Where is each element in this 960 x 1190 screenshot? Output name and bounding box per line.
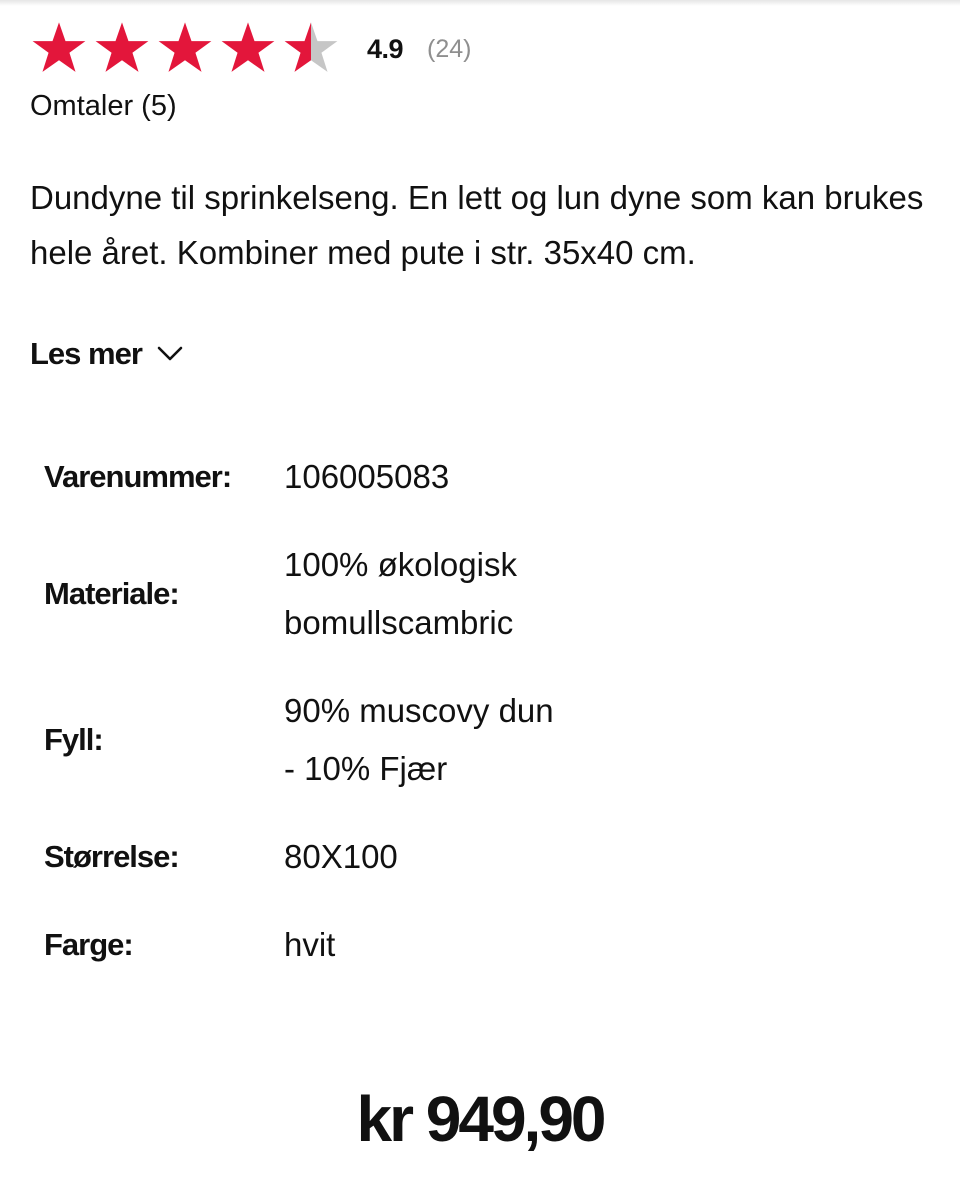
spec-label: Farge:	[44, 927, 133, 962]
read-more-toggle[interactable]	[30, 336, 184, 372]
star-icon	[219, 20, 277, 78]
spec-label: Materiale:	[44, 576, 179, 611]
spec-row-varenummer	[44, 448, 924, 506]
product-description: Dundyne til sprinkelseng. En lett og lun dyne som kan brukes hele året. Kombiner med pute i str. 35x40 cm.	[30, 179, 924, 271]
star-icon	[30, 20, 88, 78]
spec-value	[284, 916, 664, 974]
product-specs	[44, 448, 924, 974]
reviews-link[interactable]: Omtaler (5)	[30, 90, 177, 122]
rating-count: (24)	[427, 34, 472, 63]
chevron-down-icon	[156, 345, 184, 363]
spec-value	[284, 682, 664, 798]
spec-value-line: 106005083	[284, 458, 450, 495]
spec-label: Varenummer:	[44, 459, 232, 494]
spec-row-farge	[44, 916, 924, 974]
star-rating[interactable]	[30, 20, 345, 78]
star-icon	[282, 20, 340, 78]
spec-row-storrelse	[44, 828, 924, 886]
spec-row-materiale	[44, 536, 924, 652]
spec-value-line: bomullscambric	[284, 604, 514, 641]
spec-value	[284, 536, 664, 652]
spec-value-line: 90% muscovy dun	[284, 692, 554, 729]
spec-label: Størrelse:	[44, 839, 179, 874]
spec-value-line: hvit	[284, 926, 336, 963]
spec-value-line: - 10% Fjær	[284, 750, 448, 787]
product-price: kr 949,90	[356, 1083, 604, 1155]
star-icon	[93, 20, 151, 78]
spec-label: Fyll:	[44, 722, 103, 757]
spec-value	[284, 448, 664, 506]
star-icon	[156, 20, 214, 78]
read-more-label: Les mer	[30, 336, 142, 371]
rating-row	[30, 18, 472, 80]
top-shadow	[0, 0, 960, 6]
rating-value: 4.9	[367, 33, 404, 64]
spec-value-line: 80X100	[284, 838, 398, 875]
spec-value	[284, 828, 664, 886]
spec-value-line: 100% økologisk	[284, 546, 517, 583]
spec-row-fyll	[44, 682, 924, 798]
